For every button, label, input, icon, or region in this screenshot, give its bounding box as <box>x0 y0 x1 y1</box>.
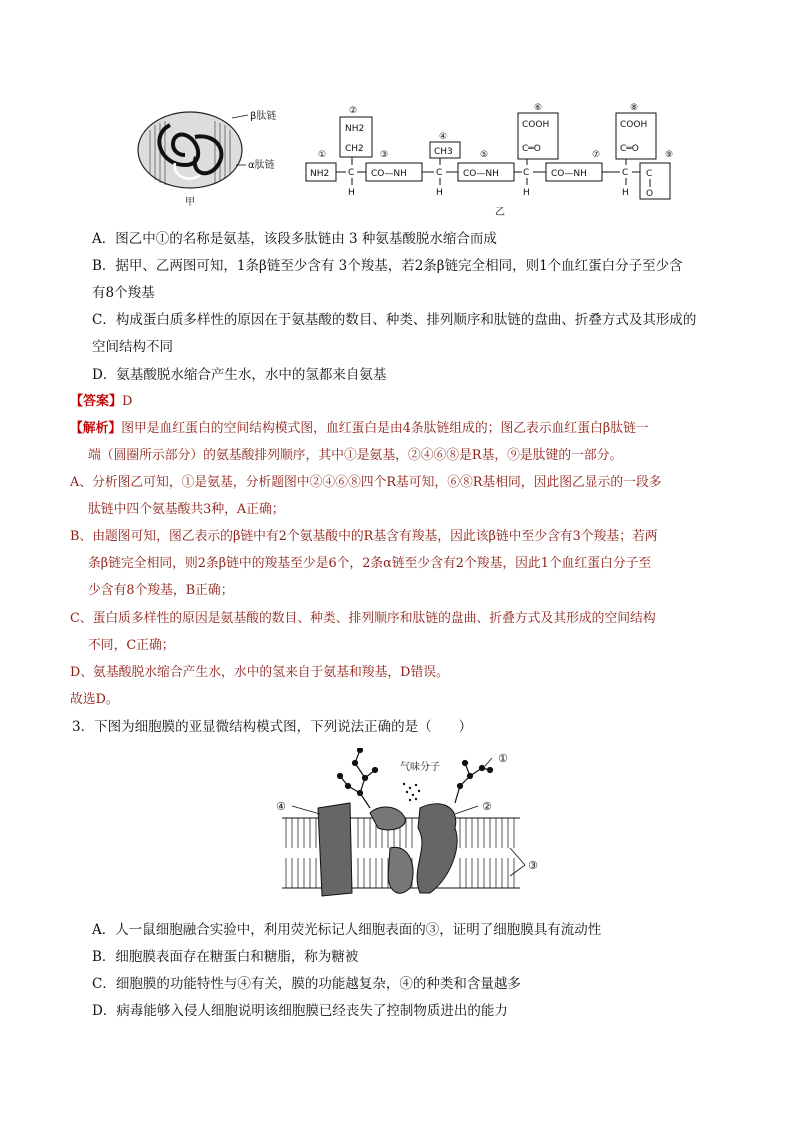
marker-9: ⑨ <box>665 150 674 160</box>
marker-7: ⑦ <box>592 150 601 160</box>
q2-option-a: A．图乙中①的名称是氨基，该段多肽链由 3 种氨基酸脱水缩合而成 <box>92 231 497 247</box>
figure-jia-caption: 甲 <box>185 197 195 208</box>
answer-label: 【答案】 <box>70 394 123 409</box>
protein-lower <box>388 847 413 893</box>
membrane-marker-1: ① <box>498 752 508 765</box>
protein-4 <box>318 803 352 896</box>
membrane-marker-4: ④ <box>276 800 286 813</box>
svg-text:C: C <box>622 168 629 178</box>
q3-stem: 3．下图为细胞膜的亚显微结构模式图，下列说法正确的是（ ） <box>72 719 473 735</box>
svg-text:C═O: C═O <box>620 144 639 154</box>
hemoglobin-structure-figure <box>138 112 248 188</box>
beta-chain-label: β肽链 <box>250 111 277 122</box>
chain-ch2: CH2 <box>345 144 364 154</box>
cell-membrane-figure <box>270 748 560 908</box>
figure-yi-caption: 乙 <box>495 207 505 218</box>
svg-text:C═O: C═O <box>522 144 541 154</box>
analysis-line-1: 端（圆圈所示部分）的氨基酸排列顺序，其中①是氨基，②④⑥⑧是R基，⑨是肽键的一部分。 <box>88 448 623 463</box>
chain-cooh-2: COOH <box>620 120 648 130</box>
q2-option-c-cont: 空间结构不同 <box>92 339 173 355</box>
alpha-chain-label: α肽链 <box>248 160 275 171</box>
marker-8: ⑧ <box>630 103 639 113</box>
q2-option-c: C．构成蛋白质多样性的原因在于氨基酸的数目、种类、排列顺序和肽链的盘曲、折叠方式及其形成的 <box>92 312 697 328</box>
peptide-chain-figure <box>306 103 673 199</box>
marker-3: ③ <box>380 150 389 160</box>
answer-value: D <box>122 394 133 409</box>
analysis-line-0: 图甲是血红蛋白的空间结构模式图，血红蛋白是由4条肽链组成的；图乙表示血红蛋白β肽链一 <box>121 421 649 436</box>
membrane-marker-3: ③ <box>528 859 538 872</box>
analysis-label: 【解析】 <box>70 421 122 436</box>
svg-text:C: C <box>523 168 530 178</box>
analysis-line-8: 不同，C正确； <box>88 638 175 653</box>
q3-option-a: A．人一鼠细胞融合实验中，利用荧光标记人细胞表面的③，证明了细胞膜具有流动性 <box>92 922 602 938</box>
svg-text:H: H <box>523 188 530 198</box>
protein-2 <box>417 804 457 893</box>
chain-nh2-side: NH2 <box>345 124 365 134</box>
marker-2: ② <box>349 106 358 116</box>
svg-text:C: C <box>436 168 443 178</box>
analysis-line-7: C、蛋白质多样性的原因是氨基酸的数目、种类、排列顺序和肽链的盘曲、折叠方式及其形成的空间结构 <box>70 611 656 626</box>
q3-option-c: C．细胞膜的功能特性与④有关，膜的功能越复杂，④的种类和含量越多 <box>92 976 521 992</box>
svg-text:C: C <box>646 169 653 179</box>
marker-5: ⑤ <box>480 150 489 160</box>
chain-cooh-1: COOH <box>522 120 550 130</box>
q3-option-b: B．细胞膜表面存在糖蛋白和糖脂，称为糖被 <box>92 949 359 965</box>
peptide-bond-2: CO—NH <box>463 169 499 179</box>
peptide-bond-3: CO—NH <box>551 169 587 179</box>
marker-6: ⑥ <box>534 103 543 113</box>
marker-4: ④ <box>439 132 448 142</box>
analysis-line-2: A、分析图乙可知，①是氨基，分析题图中②④⑥⑧四个R基可知，⑥⑧R基相同，因此图乙显示的一段多 <box>70 475 662 490</box>
chain-nh2-start: NH2 <box>310 169 330 179</box>
figure-hemoglobin-peptide <box>0 95 794 225</box>
q3-option-d: D．病毒能够入侵人细胞说明该细胞膜已经丧失了控制物质进出的能力 <box>92 1003 508 1019</box>
svg-text:C: C <box>348 168 355 178</box>
membrane-marker-2: ② <box>482 800 492 813</box>
analysis-first-line <box>70 419 649 439</box>
analysis-line-3: 肽链中四个氨基酸共3种，A正确； <box>88 502 285 517</box>
q2-option-b: B．据甲、乙两图可知，1条β链至少含有 3个羧基，若2条β链完全相同，则1个血红蛋白分子至少含 <box>92 258 683 274</box>
smell-molecule-label: 气味分子 <box>400 762 440 773</box>
analysis-line-6: 少含有8个羧基，B正确； <box>88 583 234 598</box>
q2-option-d: D．氨基酸脱水缩合产生水，水中的氢都来自氨基 <box>92 367 387 383</box>
svg-text:H: H <box>622 188 629 198</box>
analysis-line-10: 故选D。 <box>70 692 119 707</box>
analysis-line-9: D、氨基酸脱水缩合产生水，水中的氢来自于氨基和羧基，D错误。 <box>70 665 449 680</box>
peptide-bond-1: CO—NH <box>371 169 407 179</box>
analysis-line-5: 条β链完全相同，则2条β链中的羧基至少是6个，2条α链至少含有2个羧基，因此1个血红蛋白分子至 <box>88 556 652 571</box>
q2-option-b-cont: 有8个羧基 <box>92 285 155 301</box>
receptor-protein <box>370 807 405 830</box>
chain-ch3: CH3 <box>434 147 453 157</box>
marker-1: ① <box>318 150 327 160</box>
analysis-line-4: B、由题图可知，图乙表示的β链中有2个氨基酸中的R基含有羧基，因此该β链中至少含有3个羧基；若两 <box>70 529 658 544</box>
smell-molecules <box>403 783 420 801</box>
answer-row <box>70 392 132 412</box>
svg-text:H: H <box>436 188 443 198</box>
chain-end-o: O <box>646 189 654 199</box>
svg-text:H: H <box>348 188 355 198</box>
